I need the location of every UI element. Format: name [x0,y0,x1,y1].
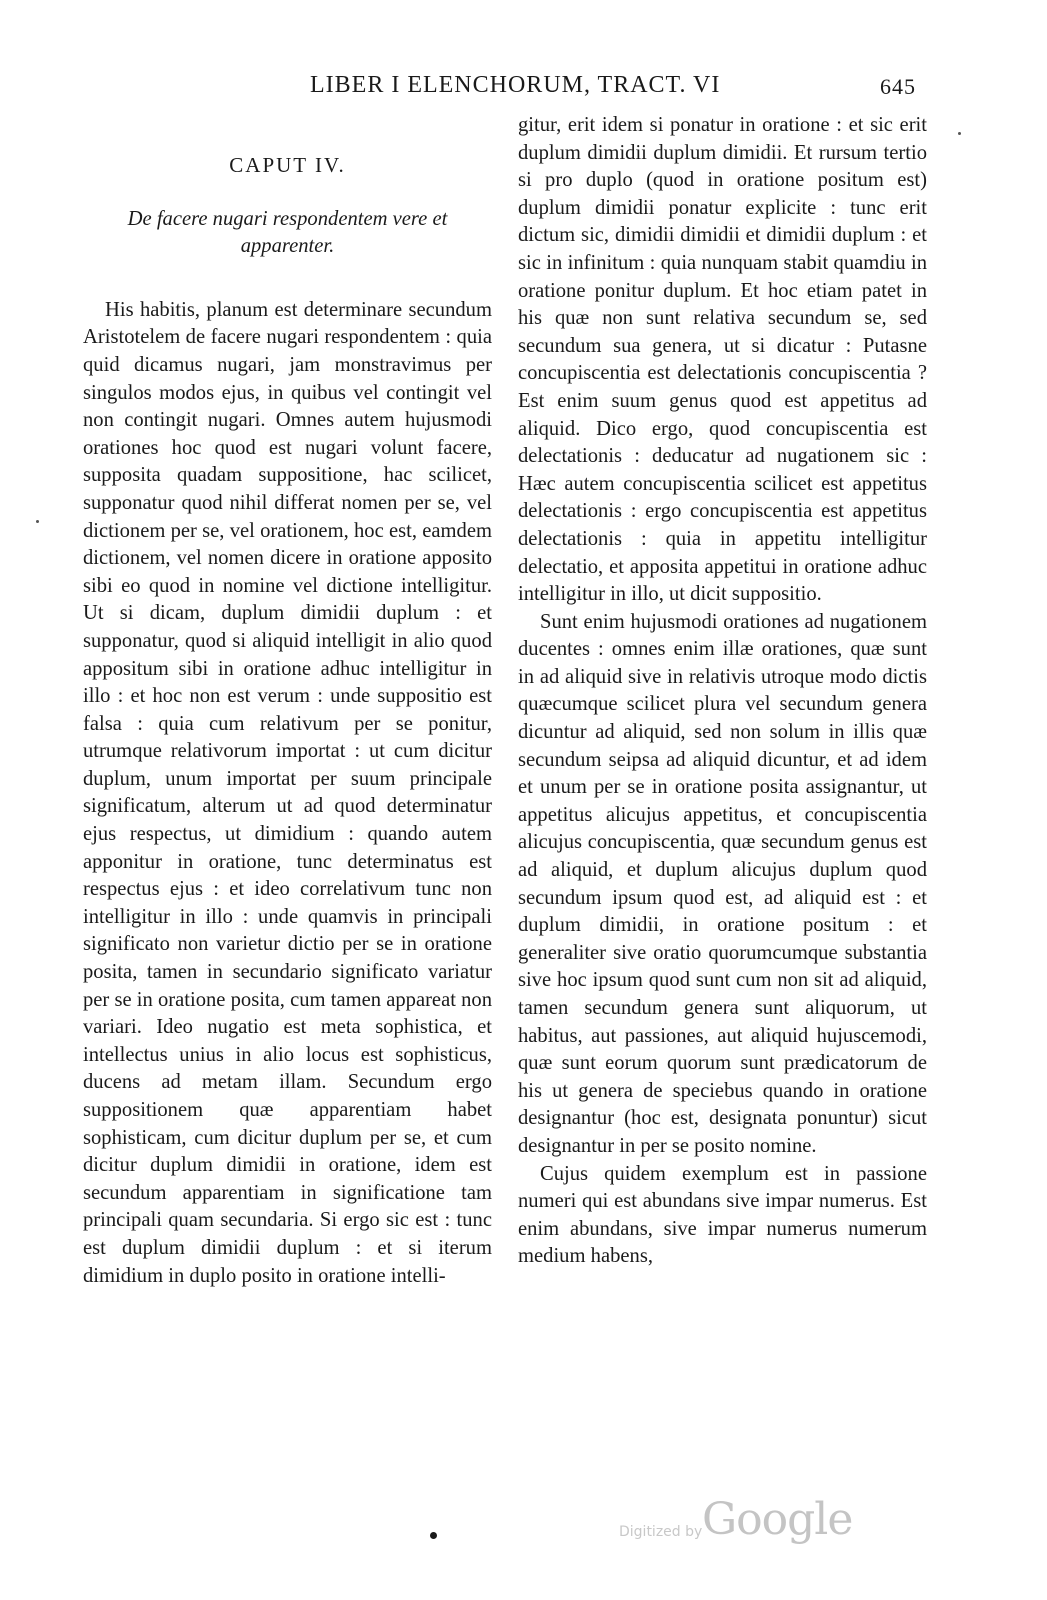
right-paragraph-continuation: gitur, erit idem si ponatur in oratione : et sic erit duplum dimidii duplum dimidii. Et rursum tertio si pro duplo (quod in oratione positum est) duplum dimidii ponatur explicite : tunc erit dictum sic, dimidii dimidii et dimidii duplum : et sic in infinitum : quia nunquam stabit quamdiu in oratione ponitur duplum. Et hoc etiam patet in his quæ non sunt relativa secundum se, sed secundum sua genera, ut si dicatur : Putasne concupiscentia est delectationis concupiscentia ? Est enim suum genus quod est appetitus ad aliquid. Dico ergo, quod concupiscentia est delectationis : deducatur ad nugationem sic : Hæc autem concupiscentia scilicet est appetitus delectationis : ergo concupiscentia est appetitus delectationis : quia in appetitu intelligitur delectatio, et apposita appetitui in oratione adhuc intelligitur in illo, ut dicit suppositio. [518,114,927,606]
left-paragraph-1: His habitis, planum est determinare secundum Aristotelem de facere nugari respondentem : quia quid dicamus nugari, jam monstravimus per singulos modos ejus, in quibus vel contingit vel non contingit nugari. Omnes autem hujusmodi orationes hoc quod est nugari volunt facere, supposita quadam suppositione, hac scilicet, supponatur quod nihil differat nomen per se, vel dictionem per se, vel orationem, hoc est, eamdem dictionem, vel nomen dicere in oratione apposito sibi eo quod in nomine vel dictione intelligitur. Ut si dicam, duplum dimidii duplum : et supponatur, quod si aliquid intelligit in alio quod appositum sibi in oratione adhuc intelligitur in illo : et hoc non est verum : unde suppositio est falsa : quia cum relativum per se ponitur, utrumque relativorum importat : ut cum dicitur duplum, unum importat per suum principale significatum, alterum ut ad quod determinatur ejus respectus, ut dimidium : quando autem apponitur in oratione, tunc determinatus est respectus ejus : et ideo correlativum tunc non intelligitur in illo : unde quamvis in principali significato non varietur dictio per se in oratione posita, tamen in secundario significato variatur per se in oratione posita, cum tamen appareat non variari. Ideo nugatio est meta sophistica, et intellectus unius in alio locus est sophisticus, ducens ad metam illam. Secundum ergo suppositionem quæ apparentiam habet sophisticam, cum dicitur duplum per se, et cum dicitur duplum dimidii in oratione, idem est secundum apparentiam in significatione tam principali quam secundaria. Si ergo sic est : tunc est duplum dimidii duplum : et si iterum dimidium in duplo posito in oratione intelli- [83,298,492,1287]
margin-ink-speck [36,520,39,523]
chapter-heading: CAPUT IV. [229,153,346,177]
page-number: 645 [880,74,916,99]
left-column [83,112,492,1290]
right-paragraph-2: Sunt enim hujusmodi orationes ad nugationem ducentes : omnes enim illæ orationes, quæ sunt in ad aliquid sive in relativis utroque modo dictis quæcumque scilicet plura vel secundum genera dicuntur ad aliquid, sed non solum in illis quæ secundum seipsa ad aliquid dicuntur, et ad idem et unum per se in oratione posita assignantur, ut appetitus alicujus appetitus, et concupiscentia alicujus concupiscentia, quæ secundum genus est ad aliquid, et duplum alicujus duplum quod secundum ipsum quod est, ad aliquid est : et duplum dimidii, in oratione positum : et generaliter sive oratio quorumcumque substantia sive hoc ipsum quod sunt cum non sit ad aliquid, tamen secundum genera sunt aliquorum, ut habitus, aut passiones, aut aliquid hujuscemodi, quæ sunt eorum quorum sunt prædicatorum de his ut genera de speciebus quando in oratione designantur (hoc est, designata ponuntur) sicut designantur in per se posito nomine. [518,610,927,1157]
digitized-by-label: Digitized by [619,1524,703,1540]
running-title: LIBER I ELENCHORUM, TRACT. VI [310,72,721,98]
chapter-subtitle: De facere nugari respondentem vere et apparenter. [127,207,448,258]
google-watermark: Google [702,1494,853,1545]
right-column [518,112,927,1271]
right-paragraph-3: Cujus quidem exemplum est in passione numeri qui est abundans sive impar numerus. Est enim abundans, sive impar numerus numerum medium habens, [518,1162,927,1268]
margin-ink-speck [958,132,961,135]
footer-ink-dot [430,1532,437,1539]
